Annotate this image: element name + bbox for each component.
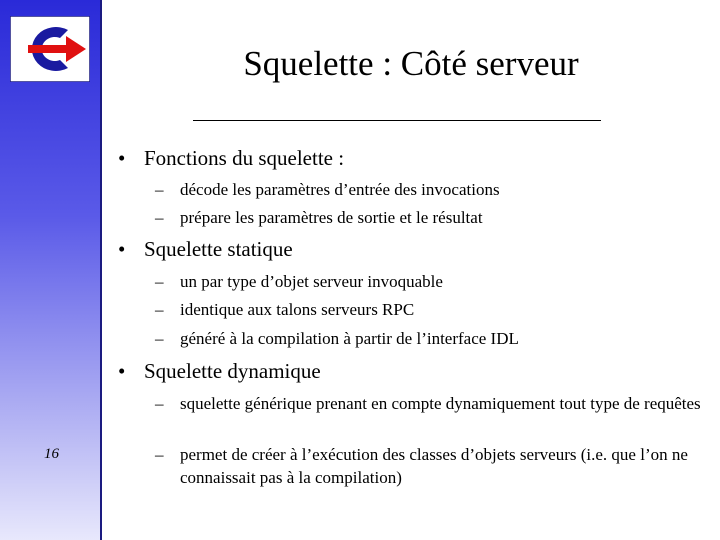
bullet-icon: • <box>118 359 126 383</box>
list-item <box>155 298 695 321</box>
slide-title: Squelette : Côté serveur <box>243 44 579 83</box>
list-item-text: identique aux talons serveurs RPC <box>180 300 415 319</box>
title-divider <box>193 120 601 121</box>
dash-icon: – <box>155 208 164 227</box>
list-item-text: généré à la compilation à partir de l’interface IDL <box>180 329 519 348</box>
list-item <box>155 443 710 489</box>
bullet-text: Squelette dynamique <box>144 359 321 383</box>
list-item-text: squelette générique prenant en compte dynamiquement tout type de requêtes <box>180 394 701 413</box>
dash-icon: – <box>155 300 164 319</box>
list-item <box>155 392 710 415</box>
sidebar-band <box>0 0 102 540</box>
bullet-text: Fonctions du squelette : <box>144 146 345 170</box>
logo-icon <box>10 16 90 82</box>
dash-icon: – <box>155 445 164 464</box>
dash-icon: – <box>155 394 164 413</box>
list-item <box>155 206 675 229</box>
list-item-text: permet de créer à l’exécution des classes d’objets serveurs (i.e. que l’on ne connaissait pas à la compilation) <box>180 445 688 487</box>
bullet-text: Squelette statique <box>144 237 293 261</box>
list-item <box>155 270 695 293</box>
dash-icon: – <box>155 180 164 199</box>
dash-icon: – <box>155 272 164 291</box>
bullet-fonctions <box>118 146 344 171</box>
dash-icon: – <box>155 329 164 348</box>
bullet-statique <box>118 237 293 262</box>
bullet-icon: • <box>118 237 126 261</box>
list-item-text: un par type d’objet serveur invoquable <box>180 272 443 291</box>
list-item-text: prépare les paramètres de sortie et le résultat <box>180 208 483 227</box>
list-item <box>155 178 675 201</box>
page-number: 16 <box>44 446 59 462</box>
bullet-dynamique <box>118 359 321 384</box>
bullet-icon: • <box>118 146 126 170</box>
list-item-text: décode les paramètres d’entrée des invocations <box>180 180 500 199</box>
list-item <box>155 327 695 350</box>
